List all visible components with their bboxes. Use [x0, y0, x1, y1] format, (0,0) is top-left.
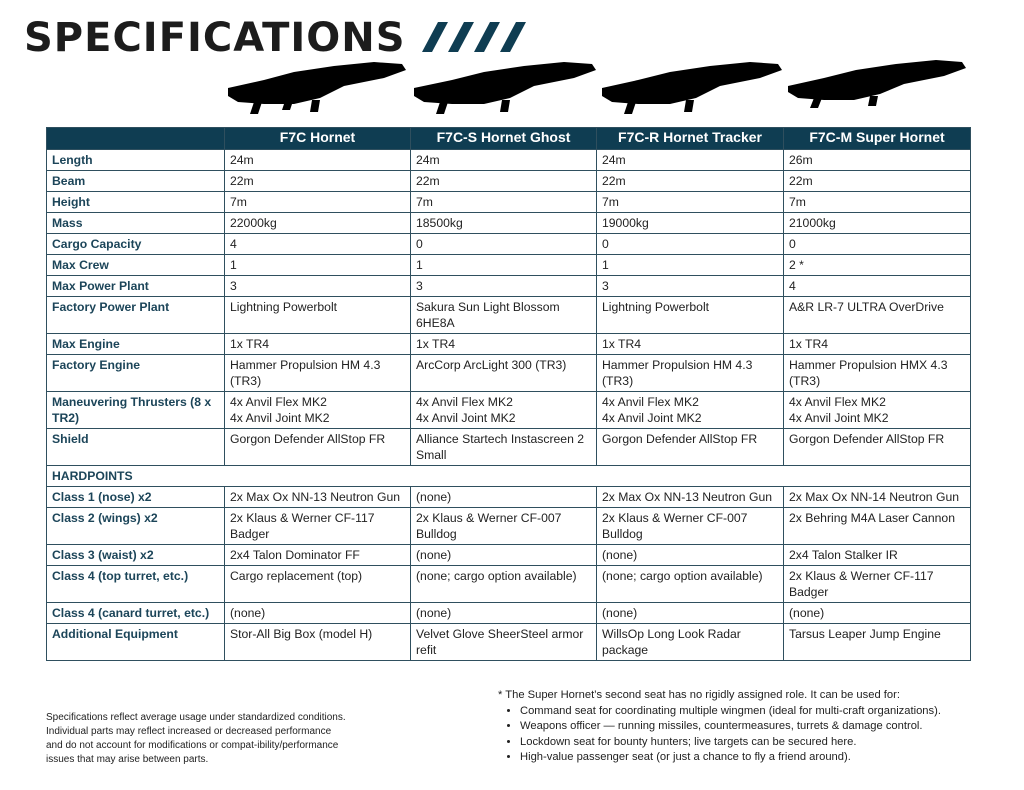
row-label: Maneuvering Thrusters (8 x TR2): [47, 392, 225, 429]
table-cell: 18500kg: [411, 213, 597, 234]
table-cell: (none): [597, 603, 784, 624]
footnote-list: [498, 704, 978, 766]
table-cell: 21000kg: [784, 213, 971, 234]
table-cell: (none): [411, 487, 597, 508]
table-cell: Lightning Powerbolt: [597, 297, 784, 334]
table-cell: 4x Anvil Flex MK2 4x Anvil Joint MK2: [784, 392, 971, 429]
table-row: [47, 192, 971, 213]
table-cell: ArcCorp ArcLight 300 (TR3): [411, 355, 597, 392]
table-row: [47, 276, 971, 297]
table-cell: Tarsus Leaper Jump Engine: [784, 624, 971, 661]
footnote-item: • Lockdown seat for bounty hunters; live targets can be secured here.: [520, 735, 978, 751]
table-row: [47, 392, 971, 429]
table-row: [47, 297, 971, 334]
table-cell: (none): [225, 603, 411, 624]
table-cell: 1x TR4: [784, 334, 971, 355]
ship-silhouette-icon: [224, 58, 410, 124]
table-cell: 1x TR4: [411, 334, 597, 355]
table-cell: 4x Anvil Flex MK2 4x Anvil Joint MK2: [411, 392, 597, 429]
table-row: [47, 213, 971, 234]
table-cell: 2 *: [784, 255, 971, 276]
row-label: Shield: [47, 429, 225, 466]
table-cell: 24m: [597, 150, 784, 171]
table-cell: 4: [225, 234, 411, 255]
table-cell: 3: [597, 276, 784, 297]
table-cell: (none; cargo option available): [597, 566, 784, 603]
column-header: F7C-R Hornet Tracker: [597, 128, 784, 150]
table-cell: Alliance Startech Instascreen 2 Small: [411, 429, 597, 466]
table-cell: 3: [411, 276, 597, 297]
column-header: F7C-M Super Hornet: [784, 128, 971, 150]
table-cell: 22m: [225, 171, 411, 192]
table-cell: WillsOp Long Look Radar package: [597, 624, 784, 661]
table-cell: Gorgon Defender AllStop FR: [225, 429, 411, 466]
row-label: Class 2 (wings) x2: [47, 508, 225, 545]
table-cell: (none; cargo option available): [411, 566, 597, 603]
ship-silhouette-icon: [600, 58, 786, 124]
table-cell: (none): [411, 545, 597, 566]
footnote-item: • Command seat for coordinating multiple wingmen (ideal for multi-craft organizations).: [520, 704, 978, 720]
table-row: [47, 255, 971, 276]
table-cell: 7m: [597, 192, 784, 213]
table-cell: 2x Klaus & Werner CF-117 Badger: [784, 566, 971, 603]
row-label: Factory Power Plant: [47, 297, 225, 334]
table-cell: 2x4 Talon Stalker IR: [784, 545, 971, 566]
table-row: [47, 150, 971, 171]
table-cell: Stor-All Big Box (model H): [225, 624, 411, 661]
row-label: Class 3 (waist) x2: [47, 545, 225, 566]
table-cell: 4x Anvil Flex MK2 4x Anvil Joint MK2: [225, 392, 411, 429]
table-cell: 22m: [411, 171, 597, 192]
super-hornet-footnote: [498, 688, 978, 766]
table-cell: 1x TR4: [225, 334, 411, 355]
table-cell: 24m: [411, 150, 597, 171]
table-row: [47, 603, 971, 624]
table-cell: 22000kg: [225, 213, 411, 234]
ship-silhouette-icon: [786, 58, 972, 124]
table-cell: 1: [597, 255, 784, 276]
table-cell: 3: [225, 276, 411, 297]
ship-silhouettes: [224, 58, 970, 124]
disclaimer-note: Specifications reflect average usage under standardized conditions. Individual parts may reflect increased or decreased performance and do not account for modifications or compat-ibility/performance issues that may arise between parts.: [46, 712, 346, 765]
header-row: [47, 128, 971, 150]
table-cell: Gorgon Defender AllStop FR: [597, 429, 784, 466]
table-cell: 2x Klaus & Werner CF-007 Bulldog: [411, 508, 597, 545]
table-cell: Hammer Propulsion HMX 4.3 (TR3): [784, 355, 971, 392]
row-label: Additional Equipment: [47, 624, 225, 661]
page-title: SPECIFICATIONS: [24, 15, 406, 61]
table-row: [47, 355, 971, 392]
row-label: Class 1 (nose) x2: [47, 487, 225, 508]
table-cell: 2x Max Ox NN-13 Neutron Gun: [225, 487, 411, 508]
table-row: [47, 487, 971, 508]
table-row: [47, 624, 971, 661]
stripe-decoration: [408, 22, 538, 52]
table-cell: Hammer Propulsion HM 4.3 (TR3): [597, 355, 784, 392]
row-label: Max Crew: [47, 255, 225, 276]
table-cell: 1: [411, 255, 597, 276]
table-cell: 4: [784, 276, 971, 297]
row-label: Class 4 (top turret, etc.): [47, 566, 225, 603]
table-cell: 0: [597, 234, 784, 255]
table-cell: (none): [411, 603, 597, 624]
row-label: Beam: [47, 171, 225, 192]
table-cell: Velvet Glove SheerSteel armor refit: [411, 624, 597, 661]
row-label: Length: [47, 150, 225, 171]
row-label: Height: [47, 192, 225, 213]
hardpoints-section-row: [47, 466, 971, 487]
table-cell: 1x TR4: [597, 334, 784, 355]
table-cell: 22m: [597, 171, 784, 192]
table-cell: Gorgon Defender AllStop FR: [784, 429, 971, 466]
table-cell: Sakura Sun Light Blossom 6HE8A: [411, 297, 597, 334]
column-header: F7C-S Hornet Ghost: [411, 128, 597, 150]
table-cell: 24m: [225, 150, 411, 171]
table-cell: 2x4 Talon Dominator FF: [225, 545, 411, 566]
footnote-item: • High-value passenger seat (or just a chance to fly a friend around).: [520, 750, 978, 766]
table-cell: 2x Max Ox NN-13 Neutron Gun: [597, 487, 784, 508]
column-header: F7C Hornet: [225, 128, 411, 150]
table-cell: A&R LR-7 ULTRA OverDrive: [784, 297, 971, 334]
row-label: Cargo Capacity: [47, 234, 225, 255]
table-cell: 2x Klaus & Werner CF-007 Bulldog: [597, 508, 784, 545]
header-corner: [47, 128, 225, 150]
table-cell: Lightning Powerbolt: [225, 297, 411, 334]
row-label: Max Engine: [47, 334, 225, 355]
table-cell: 26m: [784, 150, 971, 171]
table-cell: 7m: [411, 192, 597, 213]
ship-silhouette-icon: [412, 58, 598, 124]
table-row: [47, 545, 971, 566]
row-label: Max Power Plant: [47, 276, 225, 297]
row-label: Class 4 (canard turret, etc.): [47, 603, 225, 624]
section-heading: HARDPOINTS: [47, 466, 971, 487]
table-cell: Hammer Propulsion HM 4.3 (TR3): [225, 355, 411, 392]
table-row: [47, 234, 971, 255]
table-cell: 7m: [225, 192, 411, 213]
table-row: [47, 171, 971, 192]
table-cell: 1: [225, 255, 411, 276]
table-cell: 2x Behring M4A Laser Cannon: [784, 508, 971, 545]
table-cell: 2x Max Ox NN-14 Neutron Gun: [784, 487, 971, 508]
table-cell: (none): [597, 545, 784, 566]
row-label: Factory Engine: [47, 355, 225, 392]
table-row: [47, 566, 971, 603]
table-row: [47, 334, 971, 355]
table-cell: 0: [784, 234, 971, 255]
table-cell: (none): [784, 603, 971, 624]
table-cell: 2x Klaus & Werner CF-117 Badger: [225, 508, 411, 545]
row-label: Mass: [47, 213, 225, 234]
table-cell: 0: [411, 234, 597, 255]
table-cell: 7m: [784, 192, 971, 213]
footnote-intro: * The Super Hornet’s second seat has no rigidly assigned role. It can be used for:: [498, 689, 900, 701]
table-cell: 22m: [784, 171, 971, 192]
table-row: [47, 429, 971, 466]
table-cell: 4x Anvil Flex MK2 4x Anvil Joint MK2: [597, 392, 784, 429]
table-cell: 19000kg: [597, 213, 784, 234]
spec-table: [46, 127, 971, 661]
footnote-item: • Weapons officer — running missiles, countermeasures, turrets & damage control.: [520, 719, 978, 735]
table-row: [47, 508, 971, 545]
table-cell: Cargo replacement (top): [225, 566, 411, 603]
